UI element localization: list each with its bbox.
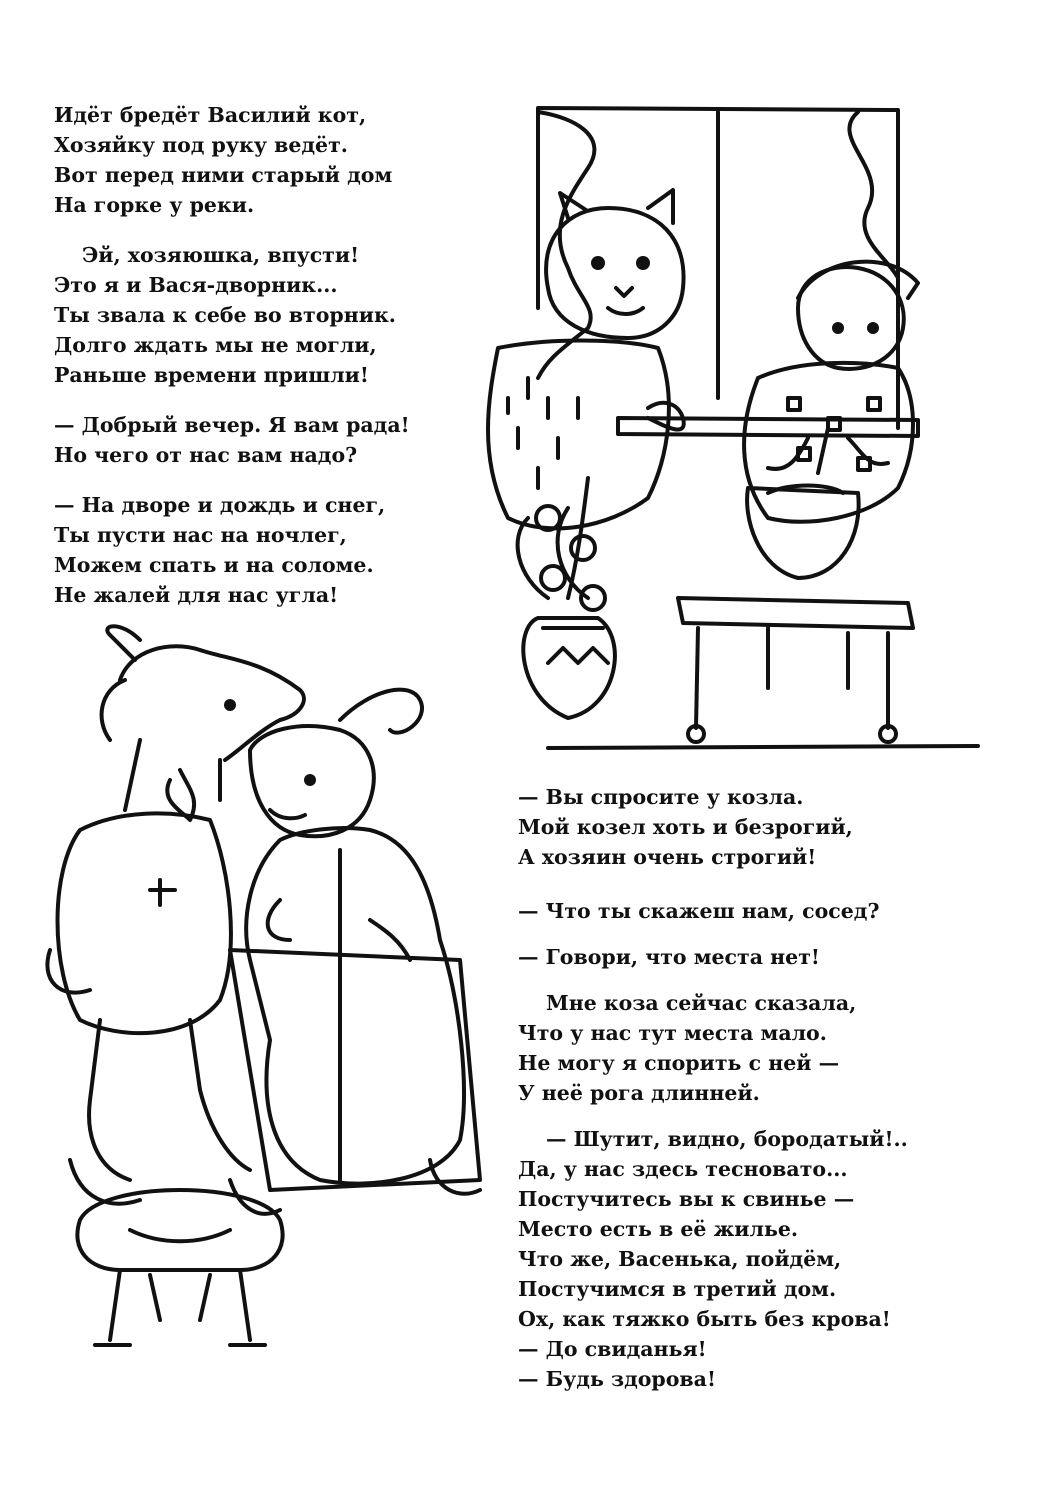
- poem-line: — На дворе и дождь и снег,: [54, 493, 386, 517]
- poem-line: — Вы спросите у козла.: [518, 785, 804, 809]
- cats-at-window-illustration: [468, 98, 988, 758]
- poem-line: Что же, Васенька, пойдём,: [518, 1247, 842, 1271]
- stanza-5: [518, 782, 853, 872]
- poem-line: Можем спать и на соломе.: [54, 553, 374, 577]
- stanza-3: [54, 410, 410, 470]
- poem-line: Идёт бредёт Василий кот,: [54, 103, 367, 127]
- poem-line: Раньше времени пришли!: [54, 363, 369, 387]
- goat-male-figure: [47, 626, 304, 1214]
- poem-line: Что у нас тут места мало.: [518, 1021, 827, 1045]
- poem-line: — Добрый вечер. Я вам рада!: [54, 413, 410, 437]
- flower-vase-right: [747, 428, 888, 578]
- poem-line: На горке у реки.: [54, 193, 255, 217]
- poem-line: Это я и Вася-дворник...: [54, 273, 338, 297]
- poem-line: Постучимся в третий дом.: [518, 1277, 837, 1301]
- stanza-9: [518, 1124, 908, 1394]
- poem-line: — Будь здорова!: [518, 1367, 716, 1391]
- goat-female-figure: [246, 690, 480, 1194]
- stanza-7: [518, 942, 820, 972]
- cat-right-figure: [744, 262, 918, 522]
- floor-line: [548, 746, 978, 748]
- poem-line: Мой козел хоть и безрогий,: [518, 815, 853, 839]
- poem-line: Ты пусти нас на ночлег,: [54, 523, 347, 547]
- poem-line: А хозяин очень строгий!: [518, 845, 817, 869]
- poem-line: Мне коза сейчас сказала,: [546, 991, 857, 1015]
- stanza-8: [518, 988, 856, 1108]
- poem-line: Но чего от нас вам надо?: [54, 443, 358, 467]
- goats-illustration: [40, 620, 510, 1500]
- poem-line: Не жалей для нас угла!: [54, 583, 339, 607]
- poem-line: У неё рога длинней.: [518, 1081, 760, 1105]
- small-table: [678, 598, 913, 742]
- stanza-1: [54, 100, 392, 220]
- poem-line: — Говори, что места нет!: [518, 945, 820, 969]
- stanza-2: [54, 240, 396, 390]
- curtain-left: [538, 112, 594, 378]
- poem-line: Место есть в её жилье.: [518, 1217, 799, 1241]
- poem-line: Хозяйку под руку ведёт.: [54, 133, 348, 157]
- pouf-stool: [77, 1190, 282, 1345]
- curtain-right: [849, 112, 898, 278]
- stanza-4: [54, 490, 385, 610]
- poem-line: Эй, хозяюшка, впусти!: [82, 243, 360, 267]
- flower-vase-left: [518, 478, 615, 718]
- poem-line: Не могу я спорить с ней —: [518, 1051, 840, 1075]
- stanza-6: [518, 896, 879, 926]
- poem-line: Долго ждать мы не могли,: [54, 333, 377, 357]
- poem-line: — До свиданья!: [518, 1337, 707, 1361]
- poem-line: — Шутит, видно, бородатый!..: [546, 1127, 908, 1151]
- cat-left-figure: [488, 190, 684, 528]
- poem-line: Ты звала к себе во вторник.: [54, 303, 396, 327]
- poem-line: Постучитесь вы к свинье —: [518, 1187, 855, 1211]
- poem-line: Да, у нас здесь тесновато...: [518, 1157, 848, 1181]
- poem-line: Вот перед ними старый дом: [54, 163, 393, 187]
- poem-line: Ох, как тяжко быть без крова!: [518, 1307, 891, 1331]
- poem-line: — Что ты скажеш нам, сосед?: [518, 899, 880, 923]
